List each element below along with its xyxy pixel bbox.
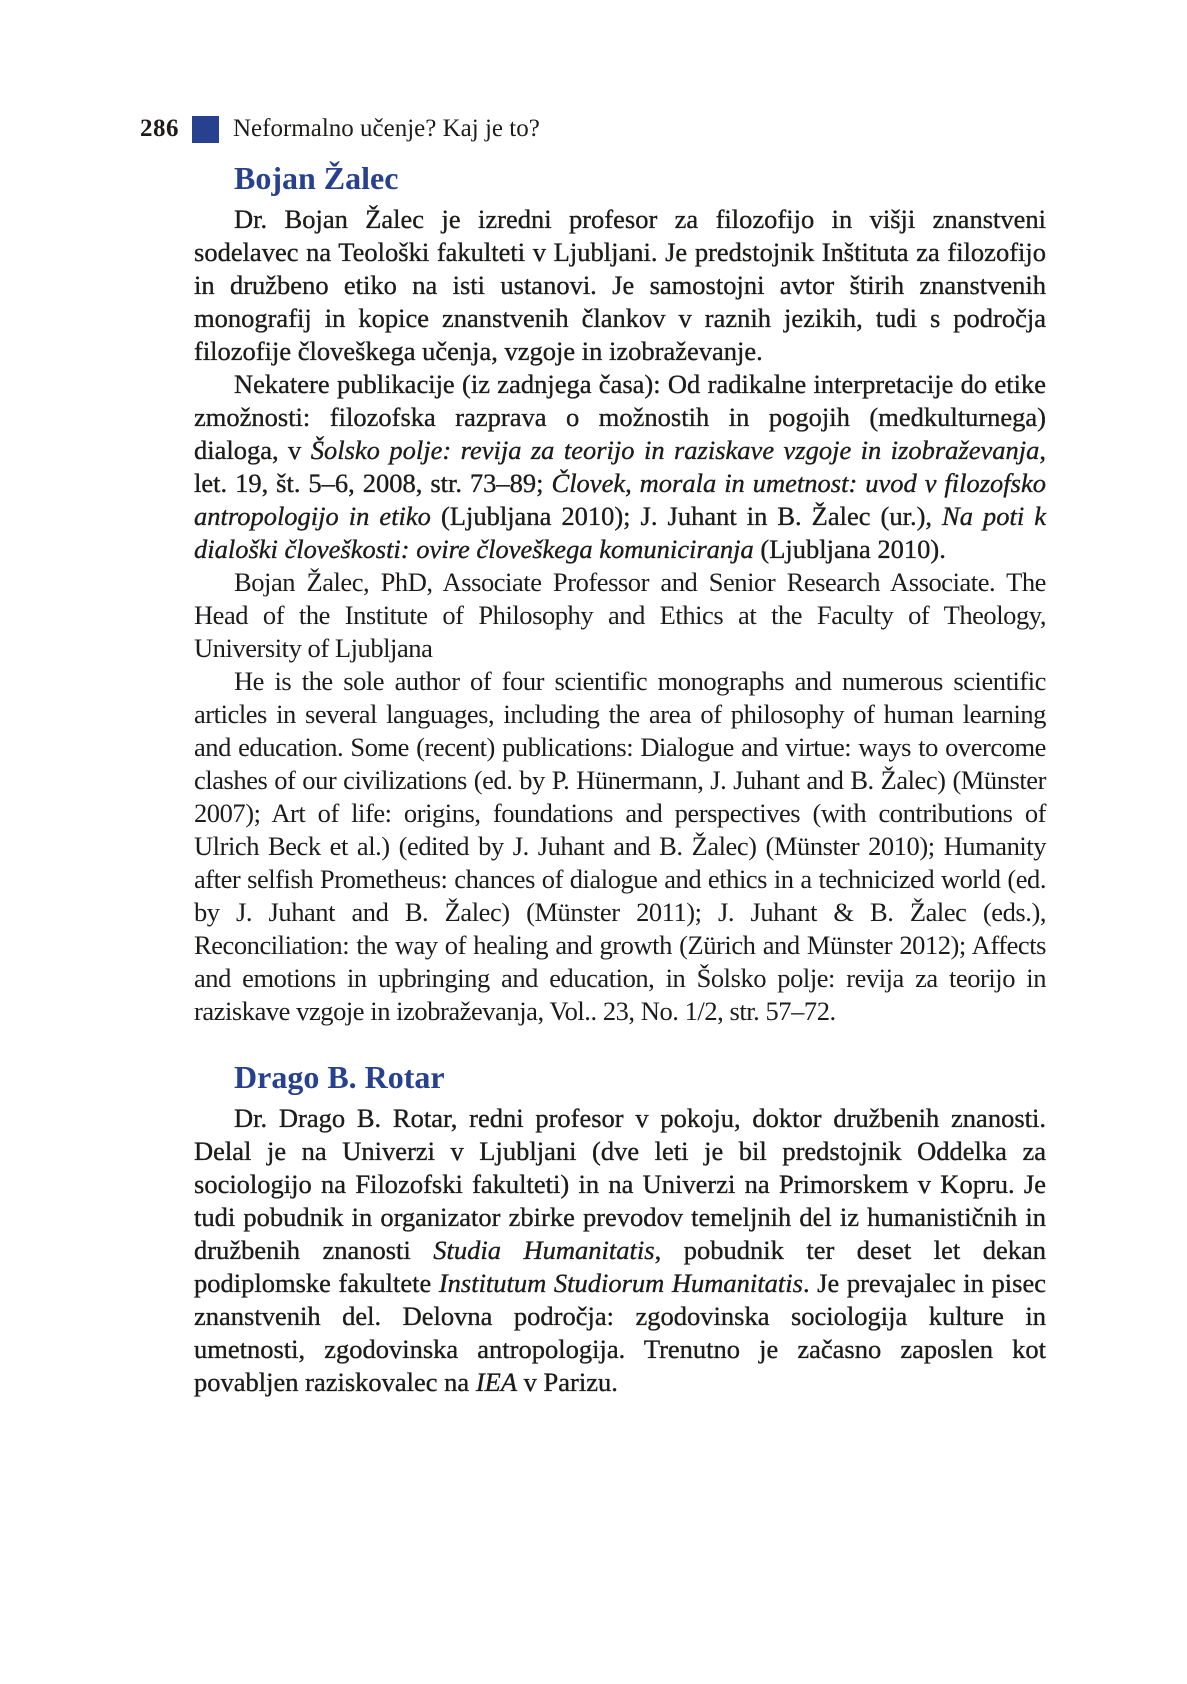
section-drago-rotar bbox=[194, 1057, 1046, 1399]
bio-paragraph-sl: Dr. Bojan Žalec je izredni profesor za filozofijo in višji znanstveni sodelavec na Teološki fakulteti v Ljubljani. Je predstojnik Inštituta za filozofijo in družbeno etiko na isti ustanovi. Je samostojni avtor štirih znanstvenih monografij in kopice znanstvenih člankov v raznih jezikih, tudi s področja filozofije človeškega učenja, vzgoje in izobraževanje. bbox=[194, 204, 1046, 366]
bio-paragraph-rotar-sl: Dr. Drago B. Rotar, redni profesor v pokoju, doktor družbenih znanosti. Delal je na Univerzi v Ljubljani (dve leti je bil predstojnik Oddelka za sociologijo na Filozofski fakulteti) in na Univerzi na Primorskem v Kopru. Je tudi pobudnik in organizator zbirke prevodov temeljnih del iz humanističnih in družbenih znanosti Studia Humanitatis, pobudnik ter deset let dekan podiplomske fakultete Institutum Studiorum Humanitatis. Je prevajalec in pisec znanstvenih del. Delovna področja: zgodovinska sociologija kulture in umetnosti, zgodovinska antropologija. Trenutno je začasno zaposlen kot povabljen raziskovalec na IEA v Parizu. bbox=[194, 1103, 1047, 1397]
publications-paragraph-en: He is the sole author of four scientific monographs and numerous scientific articles in several languages, including the area of philosophy of human learning and education. Some (recent) publications: Dialogue and virtue: ways to overcome clashes of our civilizations (ed. by P. Hünermann, J. Juhant and B. Žalec) (Münster 2007); Art of life: origins, foundations and perspectives (with contributions of Ulrich Beck et al.) (edited by J. Juhant and B. Žalec) (Münster 2010); Humanity after selfish Prometheus: chances of dialogue and ethics in a technicized world (ed. by J. Juhant and B. Žalec) (Münster 2011); J. Juhant & B. Žalec (eds.), Reconciliation: the way of healing and growth (Zürich and Münster 2012); Affects and emotions in upbringing and education, in Šolsko polje: revija za teorijo in raziskave vzgoje in izobraževanja, Vol.. 23, No. 1/2, str. 57–72. bbox=[194, 666, 1046, 1026]
text-column bbox=[194, 158, 1046, 1399]
section-bojan-zalec bbox=[194, 158, 1046, 1028]
publications-paragraph-sl: Nekatere publikacije (iz zadnjega časa): Od radikalne interpretacije do etike zmožnosti: filozofska razprava o možnostih in pogojih (medkulturnega) dialoga, v Šolsko polje: revija za teorijo in raziskave vzgoje in izobraževanja, let. 19, št. 5–6, 2008, str. 73–89; Človek, morala in umetnost: uvod v filozofsko antropologijo in etiko (Ljubljana 2010); J. Juhant in B. Žalec (ur.), Na poti k dialoški človeškosti: ovire človeškega komuniciranja (Ljubljana 2010). bbox=[194, 369, 1046, 564]
page-number: 286 bbox=[140, 115, 179, 142]
blue-square-icon bbox=[192, 116, 219, 143]
running-head-title: Neformalno učenje? Kaj je to? bbox=[233, 115, 540, 142]
running-head bbox=[140, 112, 540, 146]
section-heading-drago-rotar: Drago B. Rotar bbox=[234, 1059, 445, 1095]
bio-paragraph-en: Bojan Žalec, PhD, Associate Professor and Senior Research Associate. The Head of the Institute of Philosophy and Ethics at the Faculty of Theology, University of Ljubljana bbox=[194, 567, 1046, 663]
section-heading-bojan-zalec: Bojan Žalec bbox=[234, 160, 399, 196]
